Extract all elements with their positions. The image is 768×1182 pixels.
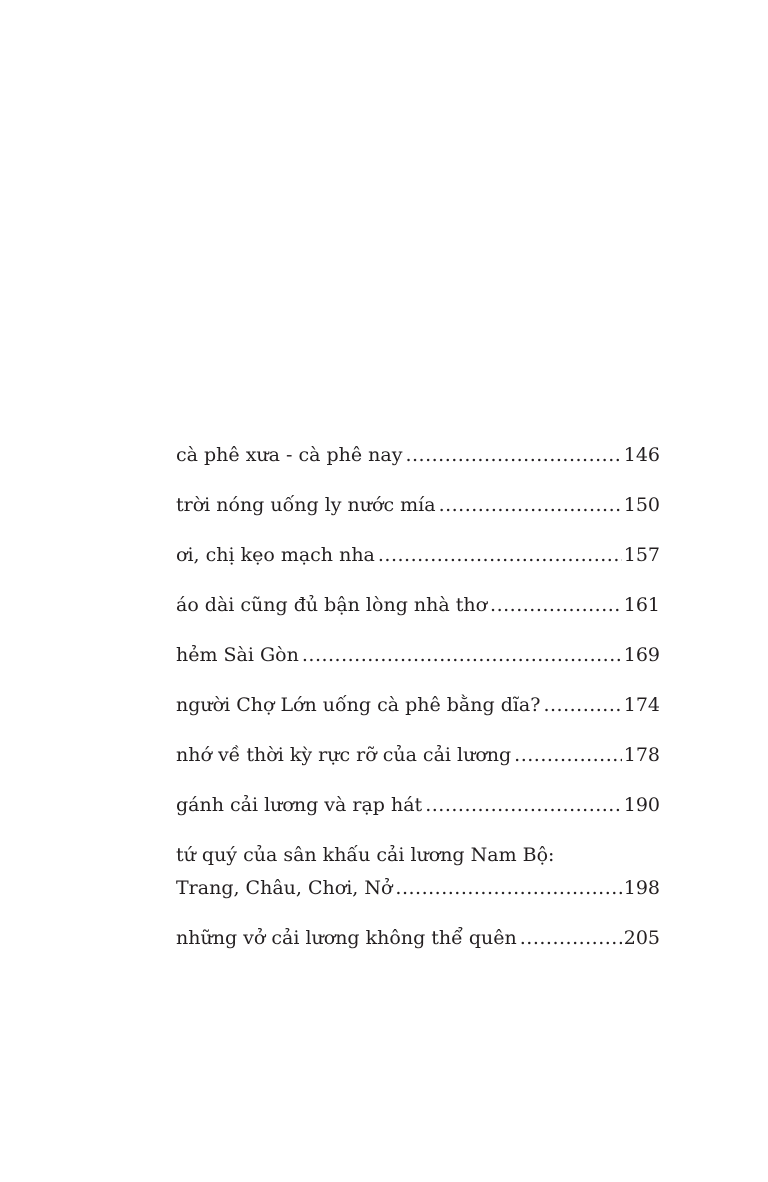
toc-entry-page: 161 — [623, 594, 660, 616]
toc-entry-page: 174 — [623, 694, 660, 716]
toc-entry[interactable] — [176, 690, 660, 720]
dot-leader — [395, 873, 621, 903]
toc-entry[interactable] — [176, 923, 660, 953]
toc-entry-title: gánh cải lương và rạp hát — [176, 794, 423, 816]
toc-entry-line — [176, 873, 660, 903]
dot-leader — [302, 640, 622, 670]
toc-entry-title: trời nóng uống ly nước mía — [176, 494, 436, 516]
toc-entry-page: 157 — [623, 544, 660, 566]
dot-leader — [425, 790, 622, 820]
toc-entry-title: nhớ về thời kỳ rực rỡ của cải lương — [176, 744, 512, 766]
dot-leader — [514, 740, 622, 770]
toc-entry[interactable] — [176, 840, 660, 903]
dot-leader — [543, 690, 621, 720]
toc-entry[interactable] — [176, 590, 660, 620]
toc-entry-page: 198 — [623, 877, 660, 899]
toc-entry-title: những vở cải lương không thể quên — [176, 927, 517, 949]
toc-entry-page: 146 — [623, 444, 660, 466]
toc-entry[interactable] — [176, 790, 660, 820]
toc-entry-title-continued: Trang, Châu, Chơi, Nở — [176, 877, 393, 899]
dot-leader — [439, 490, 622, 520]
dot-leader — [520, 923, 622, 953]
toc-entry-page: 178 — [623, 744, 660, 766]
toc-entry-page: 205 — [623, 927, 660, 949]
toc-entry[interactable] — [176, 540, 660, 570]
dot-leader — [405, 440, 621, 470]
toc-entry-title: áo dài cũng đủ bận lòng nhà thơ — [176, 594, 488, 616]
dot-leader — [378, 540, 622, 570]
toc-entry-title: tứ quý của sân khấu cải lương Nam Bộ: — [176, 844, 555, 866]
toc-entry-page: 150 — [623, 494, 660, 516]
toc-entry[interactable] — [176, 490, 660, 520]
toc-entry-line — [176, 840, 660, 870]
toc-entry-title: cà phê xưa - cà phê nay — [176, 444, 403, 466]
toc-entry[interactable] — [176, 440, 660, 470]
toc-entry-title: ơi, chị kẹo mạch nha — [176, 544, 375, 566]
toc-entry[interactable] — [176, 740, 660, 770]
table-of-contents — [176, 440, 660, 973]
toc-entry-page: 169 — [623, 644, 660, 666]
toc-entry-page: 190 — [623, 794, 660, 816]
dot-leader — [490, 590, 622, 620]
toc-entry[interactable] — [176, 640, 660, 670]
toc-entry-title: người Chợ Lớn uống cà phê bằng dĩa? — [176, 694, 541, 716]
toc-entry-title: hẻm Sài Gòn — [176, 644, 299, 666]
